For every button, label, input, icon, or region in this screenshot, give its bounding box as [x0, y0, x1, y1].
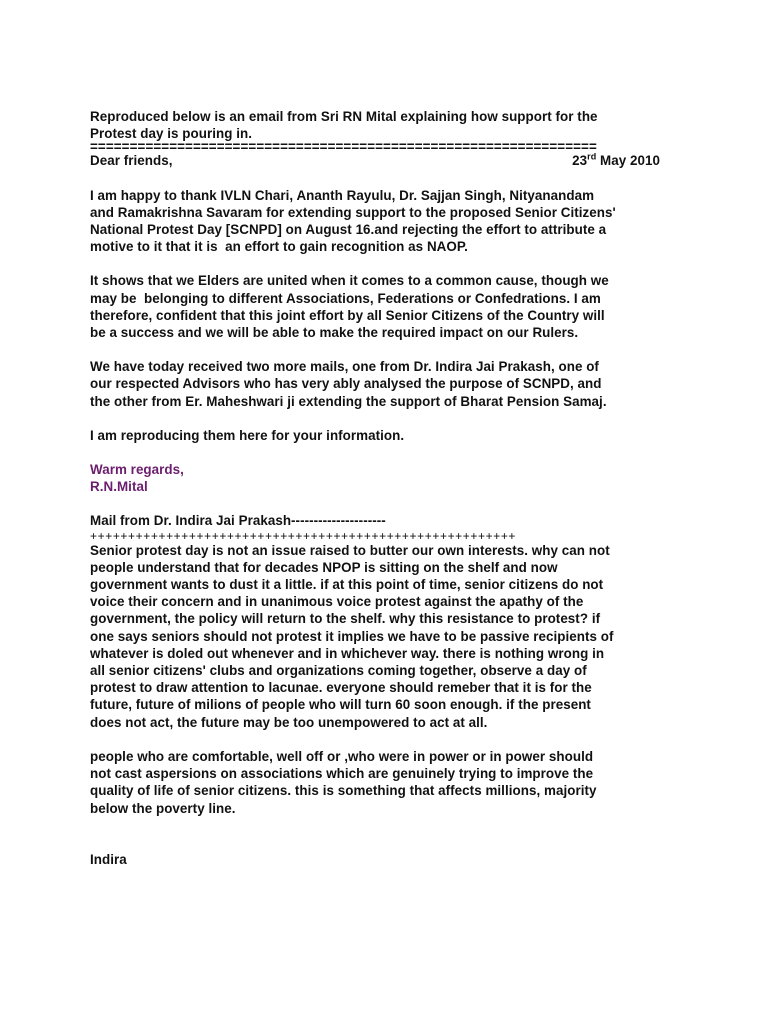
paragraph-line: motive to it that it is an effort to gain recognition as NAOP.	[90, 239, 468, 255]
paragraph-line: therefore, confident that this joint effort by all Senior Citizens of the Country will	[90, 307, 605, 323]
date-day: 23	[572, 153, 588, 169]
paragraph-line: our respected Advisors who has very ably analysed the purpose of SCNPD, and	[90, 376, 602, 392]
paragraph-aspersions	[90, 748, 715, 817]
letter-date	[572, 152, 660, 169]
paragraph-line: Senior protest day is not an issue raised to butter our own interests. why can not	[90, 542, 610, 558]
paragraph-protest	[90, 542, 715, 731]
paragraph-line: not cast aspersions on associations which are genuinely trying to improve the	[90, 766, 594, 782]
salutation: Dear friends,	[90, 153, 173, 169]
paragraph-line: one says seniors should not protest it implies we have to be passive recipients of	[90, 628, 614, 644]
paragraph-line: National Protest Day [SCNPD] on August 16.and rejecting the effort to attribute a	[90, 222, 607, 238]
paragraph-line: It shows that we Elders are united when it comes to a common cause, though we	[90, 273, 609, 289]
paragraph-line: may be belonging to different Associations, Federations or Confedrations. I am	[90, 290, 601, 306]
plus-divider: ++++++++++++++++++++++++++++++++++++++++++++++++++++++++	[90, 529, 517, 542]
paragraph-line: We have today received two more mails, one from Dr. Indira Jai Prakash, one of	[90, 359, 599, 375]
salutation-row	[90, 152, 660, 169]
sign-off: Indira	[90, 851, 127, 867]
paragraph-line: all senior citizens' clubs and organizations coming together, observe a day of	[90, 663, 587, 679]
date-rest: May 2010	[596, 153, 660, 169]
paragraph-line: protest to draw attention to lacunae. everyone should remeber that it is for the	[90, 680, 592, 696]
equals-divider: ================================================================	[90, 142, 597, 153]
paragraph-line: voice their concern and in unanimous voice protest against the apathy of the	[90, 594, 584, 610]
mail-header: Mail from Dr. Indira Jai Prakash---------------------	[90, 513, 386, 529]
document-page	[90, 108, 715, 868]
paragraph-mails	[90, 358, 715, 410]
paragraph-line: future, future of milions of people who will turn 60 soon enough. if the present	[90, 697, 591, 713]
paragraph-line: whatever is doled out whenever and in whichever way. there is nothing wrong in	[90, 645, 605, 661]
paragraph-line: people understand that for decades NPOP is sitting on the shelf and now	[90, 559, 558, 575]
paragraph-line: people who are comfortable, well off or ,who were in power or in power should	[90, 748, 594, 764]
closing: Warm regards,	[90, 462, 184, 478]
signer-name: R.N.Mital	[90, 479, 148, 495]
paragraph-line: the other from Er. Maheshwari ji extending the support of Bharat Pension Samaj.	[90, 393, 607, 409]
paragraph-line: below the poverty line.	[90, 800, 236, 816]
paragraph-line: I am happy to thank IVLN Chari, Ananth Rayulu, Dr. Sajjan Singh, Nityanandam	[90, 187, 595, 203]
paragraph-thanks	[90, 187, 715, 256]
intro-line-1: Reproduced below is an email from Sri RN Mital explaining how support for the	[90, 109, 598, 124]
paragraph-reproducing: I am reproducing them here for your information.	[90, 427, 405, 443]
paragraph-line: and Ramakrishna Savaram for extending support to the proposed Senior Citizens'	[90, 204, 616, 220]
paragraph-line: be a success and we will be able to make the required impact on our Rulers.	[90, 325, 579, 341]
paragraph-unity	[90, 272, 715, 341]
intro-line-2: Protest day is pouring in.	[90, 126, 253, 142]
paragraph-line: quality of life of senior citizens. this is something that affects millions, majority	[90, 783, 597, 799]
paragraph-line: government wants to dust it a little. if at this point of time, senior citizens do not	[90, 577, 604, 593]
paragraph-line: government, the policy will return to the shelf. why this resistance to protest? if	[90, 611, 601, 627]
paragraph-line: does not act, the future may be too unempowered to act at all.	[90, 714, 488, 730]
date-suffix: rd	[587, 151, 597, 162]
